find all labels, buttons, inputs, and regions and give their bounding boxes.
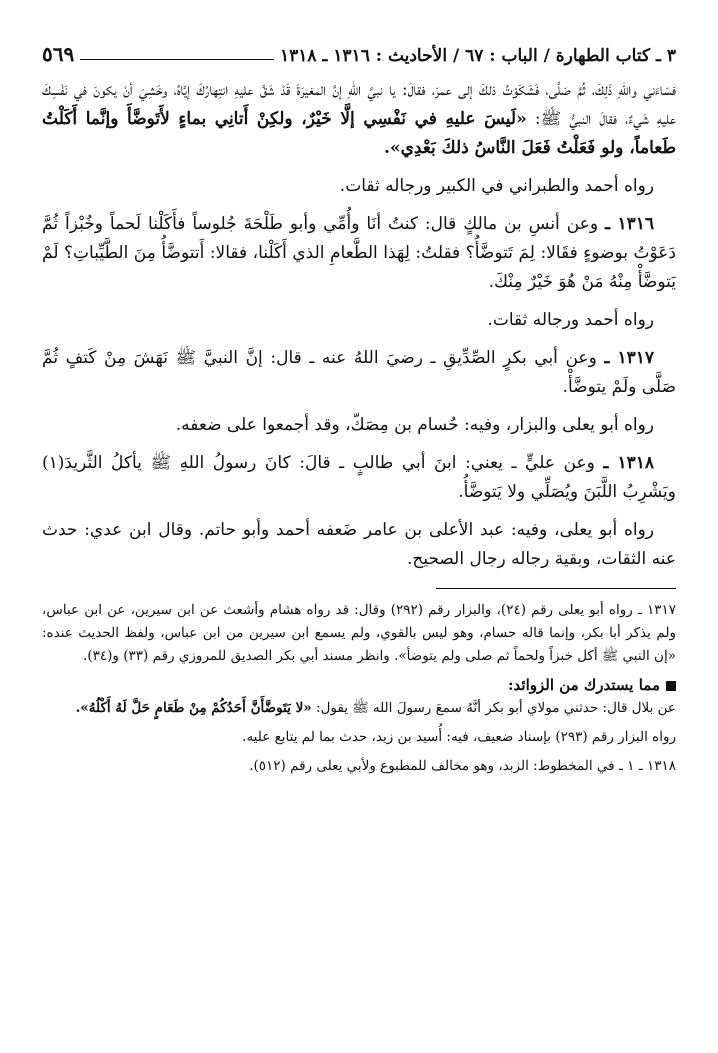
hadith-continuation-text: فسَاءَني واللهِ ذَلِكَ، ثُمَّ صَلَّى، فَشَكَوْتُ ذلكَ إلى عمرَ، فقالَ: يا نبيَّ اللهِ إنَّ المغيرَةَ قَدْ شَقَّ عليهِ انتِهارُكَ إيَّاهُ، وخَشِيَ أنْ يكونَ في نَفْسِكَ عليهِ شَيءٌ، فقالَ النبيُّ ﷺ: <box>42 80 677 129</box>
zawaid-title: مما يستدرك من الزوائد: <box>508 676 660 694</box>
square-bullet-icon <box>666 681 676 691</box>
zawaid-text: عن بلال قال: حدثني مولاي أبو بكر أنَّهُ سمعَ رسولَ الله ﷺ يقول: <box>316 700 676 716</box>
footnotes <box>42 599 676 778</box>
hadith-1317 <box>42 344 676 402</box>
hadith-number: ١٣١٧ ـ <box>604 348 654 368</box>
running-head: ٣ ـ كتاب الطهارة / الباب : ٦٧ / الأحاديث : ١٣١٦ ـ ١٣١٨ <box>279 46 676 66</box>
header-rule <box>80 59 274 60</box>
zawaid-source: رواه البزار رقم (٢٩٣) بإسناد ضعيف، فيه: أُسيد بن زيد، حدث بما لم يتابع عليه. <box>242 729 676 745</box>
hadith-number: ١٣١٨ ـ <box>603 453 654 473</box>
narration-note: رواه أحمد ورجاله ثقات. <box>487 310 654 330</box>
page-number: ٥٦٩ <box>42 42 75 66</box>
hadith-continuation <box>42 76 676 163</box>
zawaid-heading <box>42 674 676 697</box>
hadith-1318 <box>42 449 676 507</box>
page-header <box>42 34 676 66</box>
main-text <box>42 76 676 574</box>
zawaid-hadith <box>42 697 676 720</box>
hadith-text: وعن أبي بكرٍ الصِّدِّيقِ ـ رضيَ اللهُ عنه ـ قال: إنَّ النبيَّ ﷺ نَهَشَ مِنْ كَتفٍ ثُمَّ صَلَّى ولَمْ يتوضَّأْ. <box>42 348 676 397</box>
footnote-1318: ١٣١٨ ـ ١ ـ في المخطوط: الزبد، وهو مخالف للمطبوع ولأبي يعلى رقم (٥١٢). <box>249 758 676 774</box>
hadith-text: وعن أنسِ بن مالكٍ قال: كنتُ أنَا وأُمِّي وأبو طَلْحَةَ جُلوساً فأَكَلْنا لَحماً وخُبْزاً ثُمَّ دَعَوْتُ بوضوءٍ فقَالا: لِمَ تَتوضَّأُ؟ فقلتُ: لِهَذا الطَّعامِ الذي أَكَلْنا، فقالا: أَتتوضَّأُ مِنَ الطَّيِّباتِ؟ لَمْ يَتوضَّأْ مِنْهُ مَنْ هُوَ خَيْرٌ مِنْكَ. <box>42 214 676 292</box>
hadith-text: وعن عليٍّ ـ يعني: ابنَ أبي طالبٍ ـ قالَ: كانَ رسولُ اللهِ ﷺ يأكلُ الثَّريدَ(١) ويَشْرِبُ اللَّبَنَ ويُصَلِّي ولا يَتوضَّأُ. <box>42 453 676 502</box>
hadith-number: ١٣١٦ ـ <box>605 214 655 234</box>
footnote-1317: ١٣١٧ ـ رواه أبو يعلى رقم (٢٤)، والبزار رقم (٢٩٢) وقال: قد رواه هشام وأشعث عن ابن سيرين، عن ابن عباس، ولم يذكر أبا بكر، وإنما قاله حسام، وهو ليس بالقوي، ولم يسمع ابن سيرين من ابن عباس، ولفظ الحديث عنده: «إن النبي ﷺ أكل خبزاً ولحماً ثم صلى ولم يتوضأ». وانظر مسند أبي بكر الصديق للمروزي رقم (٣٣) و(٣٤). <box>42 602 676 664</box>
prophet-quote: «لَيسَ عليهِ في نَفْسِي إلَّا خَيْرٌ، ولكِنْ أَتانِي بماءٍ لأَتَوضَّأَ وإنَّما أَكَلْتُ طَعاماً، ولو فَعَلْتُ فَعَلَ النَّاسُ ذلكَ بَعْدِي». <box>42 109 676 158</box>
zawaid-quote: «لا يَتَوضَّأَنَّ أَحَدُكُمْ مِنْ طَعَامٍ حَلَّ لَهُ أَكْلُهُ». <box>75 700 312 716</box>
footnote-separator <box>436 588 676 589</box>
narration-note: رواه أبو يعلى، وفيه: عبد الأعلى بن عامر ضَعفه أحمد وأبو حاتم. وقال ابن عدي: حدث عنه الثقات، وبقية رجاله رجال الصحيح. <box>42 520 676 569</box>
narration-note: رواه أحمد والطبراني في الكبير ورجاله ثقات. <box>339 176 654 196</box>
narration-note: رواه أبو يعلى والبزار، وفيه: حُسام بن مِصَكّ، وقد أجمعوا على ضعفه. <box>175 415 654 435</box>
hadith-1316 <box>42 210 676 297</box>
